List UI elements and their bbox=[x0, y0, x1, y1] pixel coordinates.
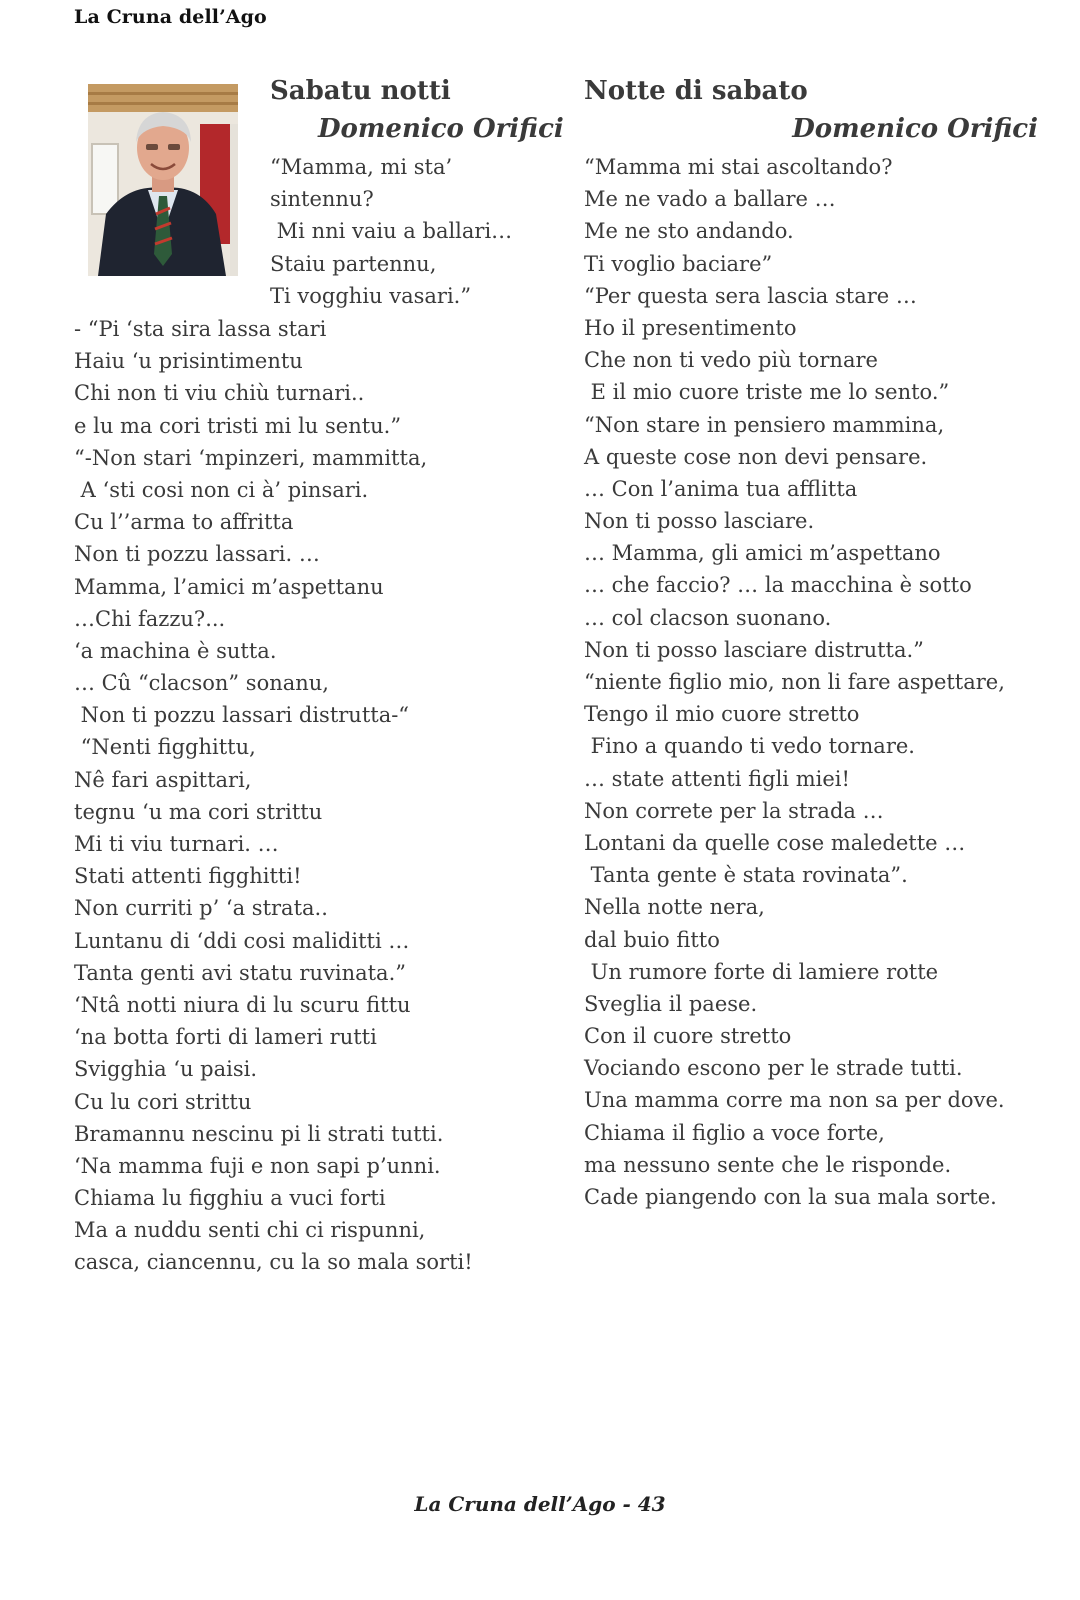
poem-line-italian: … che faccio? … la macchina è sotto bbox=[584, 573, 972, 598]
poem-line-italian: Sveglia il paese. bbox=[584, 991, 758, 1016]
poem-line-italian: Ti voglio baciare” bbox=[584, 251, 773, 276]
poem-line-sicilian: Bramannu nescinu pi li strati tutti. bbox=[74, 1121, 444, 1146]
poem-line-italian: … state attenti figli miei! bbox=[584, 766, 850, 791]
right-poem-body bbox=[584, 151, 1005, 1213]
poem-line-sicilian: ‘a machina è sutta. bbox=[74, 638, 277, 663]
poem-line-sicilian: Mi nni vaiu a ballari… bbox=[270, 219, 513, 244]
left-poem-body bbox=[74, 313, 473, 1279]
poem-line-italian: A queste cose non devi pensare. bbox=[584, 444, 928, 469]
poem-line-italian: Me ne sto andando. bbox=[584, 219, 794, 244]
poem-line-sicilian: Mi ti viu turnari. … bbox=[74, 832, 279, 856]
poem-line-sicilian: A ‘sti cosi non ci à’ pinsari. bbox=[74, 477, 369, 502]
poem-line-italian: Tengo il mio cuore stretto bbox=[584, 702, 860, 727]
poem-line-italian: “Non stare in pensiero mammina, bbox=[584, 412, 945, 437]
poem-line-sicilian: casca, ciancennu, cu la so mala sorti! bbox=[74, 1250, 473, 1275]
poem-line-sicilian: Staiu partennu, bbox=[270, 251, 437, 276]
poem-line-italian: Non ti posso lasciare distrutta.” bbox=[584, 637, 924, 662]
poem-line-italian: Fino a quando ti vedo tornare. bbox=[584, 734, 915, 759]
poem-line-italian: Che non ti vedo più tornare bbox=[584, 348, 878, 373]
poem-line-italian: ma nessuno sente che le risponde. bbox=[584, 1152, 952, 1177]
poem-line-italian: … Con l’anima tua afflitta bbox=[584, 476, 858, 501]
poem-line-sicilian: ‘Na mamma fuji e non sapi p’unni. bbox=[74, 1153, 441, 1178]
poem-line-italian: Una mamma corre ma non sa per dove. bbox=[584, 1088, 1005, 1113]
poem-line-italian: E il mio cuore triste me lo sento.” bbox=[584, 380, 950, 405]
poem-line-italian: Ho il presentimento bbox=[584, 315, 797, 340]
poem-line-italian: Non ti posso lasciare. bbox=[584, 509, 815, 534]
poem-line-sicilian: Svigghia ‘u paisi. bbox=[74, 1057, 258, 1082]
poem-line-italian: Nella notte nera, bbox=[584, 895, 765, 920]
poem-line-sicilian: Cu lu cori strittu bbox=[74, 1089, 252, 1114]
poem-line-italian: Tanta gente è stata rovinata”. bbox=[584, 863, 908, 888]
poem-line-italian: Me ne vado a ballare … bbox=[584, 187, 836, 212]
poem-line-italian: “niente figlio mio, non li fare aspettare, bbox=[584, 670, 1005, 694]
left-poem-title: Sabatu notti bbox=[270, 76, 451, 106]
poem-line-sicilian: - “Pi ‘sta sira lassa stari bbox=[74, 317, 327, 341]
poem-line-sicilian: Non ti pozzu lassari. … bbox=[74, 542, 320, 567]
running-header: La Cruna dell’Ago bbox=[74, 6, 267, 28]
poem-line-sicilian: Cu l’’arma to affritta bbox=[74, 510, 294, 535]
poem-line-italian: Non correte per la strada … bbox=[584, 798, 884, 823]
page-footer: La Cruna dell’Ago - 43 bbox=[414, 1492, 666, 1516]
poem-line-sicilian: Haiu ‘u prisintimentu bbox=[74, 349, 303, 374]
poem-line-italian: “Mamma mi stai ascoltando? bbox=[584, 155, 893, 179]
poem-line-sicilian: Tanta genti avi statu ruvinata.” bbox=[74, 960, 406, 985]
poem-line-sicilian: Mamma, l’amici m’aspettanu bbox=[74, 574, 384, 599]
poem-line-sicilian: sintennu? bbox=[270, 187, 374, 212]
poem-line-italian: dal buio fitto bbox=[584, 927, 720, 952]
poem-line-sicilian: Stati attenti figghitti! bbox=[74, 864, 302, 889]
poem-line-sicilian: “Mamma, mi sta’ bbox=[270, 155, 453, 179]
poem-line-sicilian: ‘Ntâ notti niura di lu scuru fittu bbox=[74, 992, 411, 1017]
poem-line-italian: Un rumore forte di lamiere rotte bbox=[584, 959, 939, 984]
poem-line-sicilian: …Chi fazzu?... bbox=[74, 606, 226, 631]
poem-line-sicilian: Chi non ti viu chiù turnari.. bbox=[74, 381, 365, 406]
poem-line-sicilian: “Nenti figghittu, bbox=[74, 735, 256, 760]
right-poem-title: Notte di sabato bbox=[584, 76, 808, 106]
poem-line-sicilian: Non ti pozzu lassari distrutta-“ bbox=[74, 703, 410, 728]
poem-line-italian: “Per questa sera lascia stare … bbox=[584, 283, 917, 308]
author-photo bbox=[88, 84, 238, 276]
poem-line-italian: Con il cuore stretto bbox=[584, 1024, 792, 1049]
poem-line-sicilian: Chiama lu figghiu a vuci forti bbox=[74, 1186, 386, 1211]
poem-line-sicilian: tegnu ‘u ma cori strittu bbox=[74, 799, 323, 824]
poem-line-sicilian: Luntanu di ‘ddi cosi maliditti … bbox=[74, 928, 410, 953]
poem-line-sicilian: ‘na botta forti di lameri rutti bbox=[74, 1025, 377, 1050]
poem-line-sicilian: Non curriti p’ ‘a strata.. bbox=[74, 896, 328, 921]
poem-line-italian: … col clacson suonano. bbox=[584, 605, 832, 630]
poem-line-sicilian: Nê fari aspittari, bbox=[74, 767, 252, 792]
poem-line-sicilian: … Cû “clacson” sonanu, bbox=[74, 671, 329, 696]
left-poem-author: Domenico Orifici bbox=[318, 114, 564, 144]
poem-line-italian: Vociando escono per le strade tutti. bbox=[584, 1056, 963, 1081]
poem-line-sicilian: “-Non stari ‘mpinzeri, mammitta, bbox=[74, 445, 428, 470]
author-portrait-image bbox=[88, 84, 238, 276]
poem-line-italian: Lontani da quelle cose maledette … bbox=[584, 830, 966, 855]
poem-line-italian: Chiama il figlio a voce forte, bbox=[584, 1120, 885, 1145]
poem-line-italian: Cade piangendo con la sua mala sorte. bbox=[584, 1185, 997, 1209]
poem-line-sicilian: Ma a nuddu senti chi ci rispunni, bbox=[74, 1218, 426, 1243]
left-poem-opening-stanza bbox=[270, 151, 512, 312]
poem-line-sicilian: Ti vogghiu vasari.” bbox=[270, 283, 472, 308]
poem-line-sicilian: e lu ma cori tristi mi lu sentu.” bbox=[74, 413, 402, 438]
poem-line-italian: … Mamma, gli amici m’aspettano bbox=[584, 541, 941, 566]
right-poem-author: Domenico Orifici bbox=[792, 114, 1038, 144]
